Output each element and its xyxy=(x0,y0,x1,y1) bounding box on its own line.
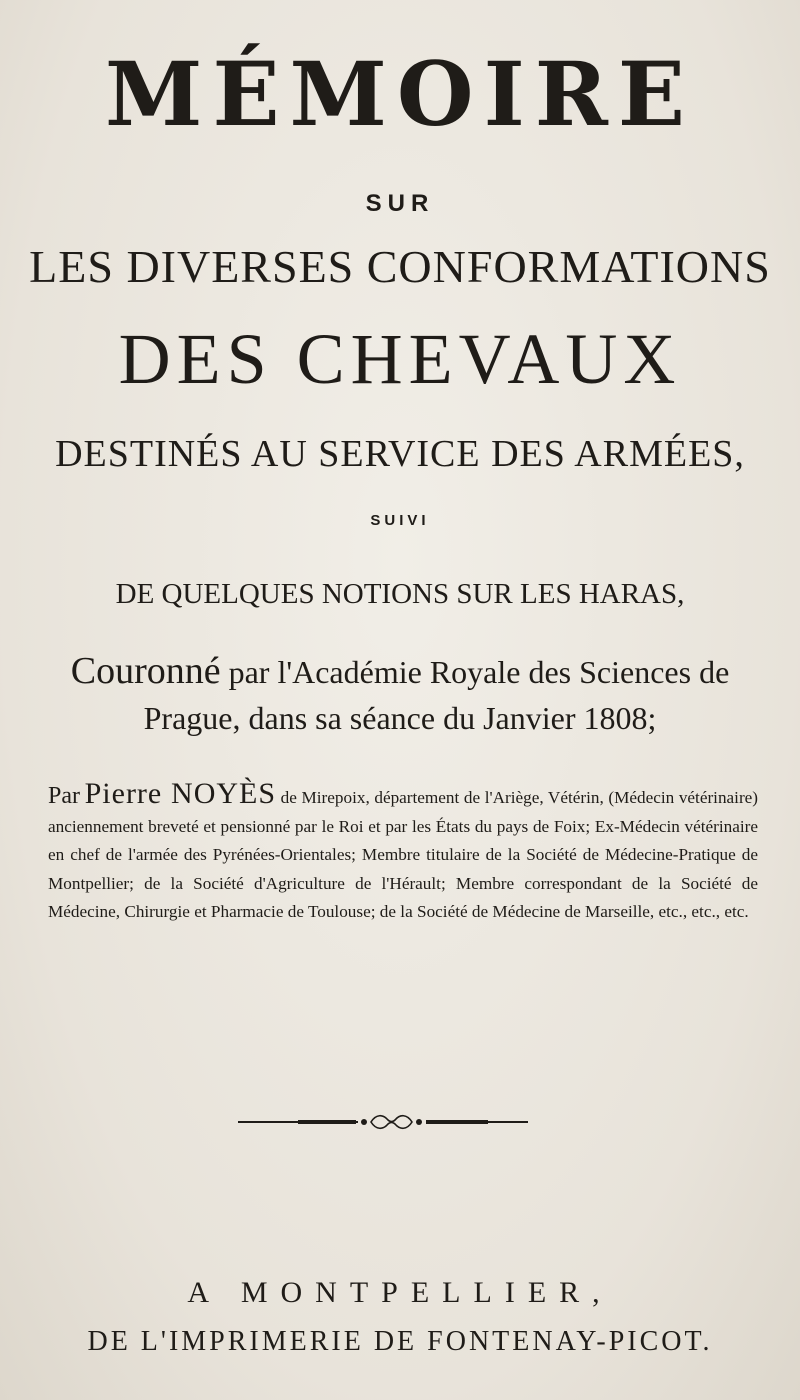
ornament-divider xyxy=(238,1112,528,1132)
award-line-2: Prague, dans sa séance du Janvier 1808; xyxy=(143,700,657,736)
sur-label: SUR xyxy=(365,190,435,217)
subtitle-line-3: DESTINÉS AU SERVICE DES ARMÉES, xyxy=(55,433,745,475)
award-line-1-rest: par l'Académie Royale des Sciences de xyxy=(220,654,730,690)
main-title: MÉMOIRE xyxy=(105,42,695,146)
author-credentials: de Mirepoix, département de l'Ariège, Vétérin, (Médecin vétérinaire) anciennement breveté et pensionné par le Roi et par les États du pays de Foix; Ex-Médecin vétérinaire en chef de l'armée des Pyrénées-Orientales; Membre titulaire de la Société de Médecine-Pratique de Montpellier; de la Société d'Agriculture de l'Hérault; Membre correspondant de la Société de Médecine, Chirurgie et Pharmacie de Toulouse; de la Société de Médecine de Marseille, etc., etc., etc. xyxy=(48,788,759,921)
suivi-label: SUIVI xyxy=(370,512,430,529)
author-name: Pierre NOYÈS xyxy=(84,777,277,810)
subtitle-line-4: DE QUELQUES NOTIONS SUR LES HARAS, xyxy=(115,578,685,610)
award-statement xyxy=(30,648,770,741)
subtitle-line-2: DES CHEVAUX xyxy=(118,319,682,399)
subtitle-line-1: LES DIVERSES CONFORMATIONS xyxy=(29,241,771,292)
award-line-1 xyxy=(30,648,770,695)
author-par: Par xyxy=(48,783,80,809)
award-initial: Couronné xyxy=(70,650,221,692)
printer-line: DE L'IMPRIMERIE DE FONTENAY-PICOT. xyxy=(87,1326,713,1357)
publication-place: A MONTPELLIER, xyxy=(187,1276,613,1309)
author-block xyxy=(48,777,759,927)
